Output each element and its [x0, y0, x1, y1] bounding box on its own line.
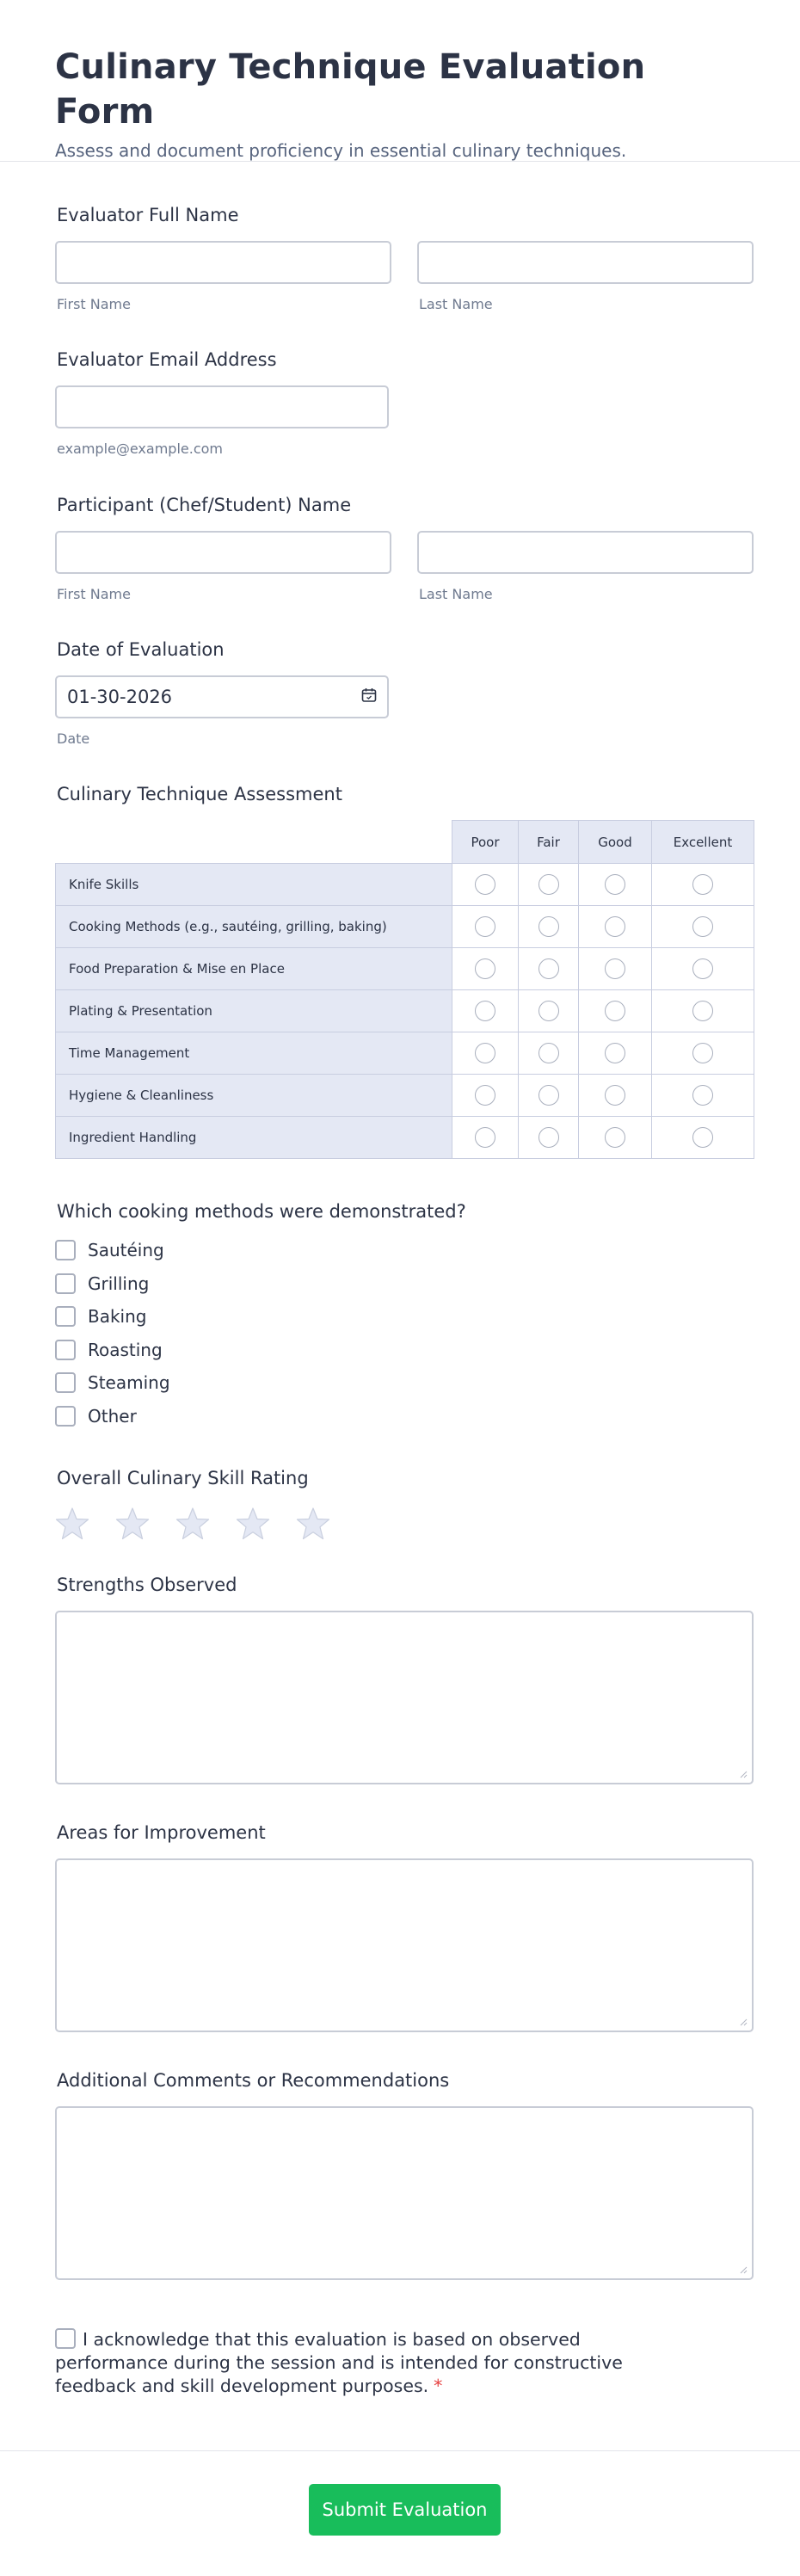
radio-button[interactable] — [475, 1127, 495, 1148]
participant-last-name-sublabel: Last Name — [419, 586, 493, 602]
checkbox[interactable] — [55, 1372, 76, 1393]
star-icon[interactable] — [55, 1507, 89, 1540]
checkbox[interactable] — [55, 1306, 76, 1327]
radio-button[interactable] — [538, 1001, 559, 1021]
evaluation-date-sublabel: Date — [57, 730, 90, 747]
radio-button[interactable] — [538, 1043, 559, 1063]
assessment-matrix — [55, 820, 754, 1159]
checkbox-option-other[interactable] — [55, 1400, 754, 1433]
checkbox-option-sauteing[interactable] — [55, 1234, 754, 1267]
radio-button[interactable] — [692, 958, 713, 979]
resize-handle-icon[interactable] — [739, 2265, 748, 2274]
improvement-field — [55, 1821, 754, 2032]
comments-textarea[interactable] — [55, 2106, 754, 2280]
radio-button[interactable] — [475, 916, 495, 937]
radio-button[interactable] — [538, 1127, 559, 1148]
star-icon[interactable] — [115, 1507, 150, 1540]
radio-button[interactable] — [692, 916, 713, 937]
checkbox-label: Steaming — [88, 1372, 170, 1394]
evaluator-name-label: Evaluator Full Name — [57, 205, 239, 225]
matrix-row-label: Plating & Presentation — [56, 990, 452, 1032]
matrix-corner — [56, 821, 452, 864]
matrix-row-label: Knife Skills — [56, 864, 452, 906]
matrix-row — [56, 906, 754, 948]
radio-button[interactable] — [605, 874, 625, 895]
radio-button[interactable] — [475, 1085, 495, 1106]
evaluation-date-input[interactable] — [55, 675, 389, 718]
radio-button[interactable] — [475, 874, 495, 895]
comments-label: Additional Comments or Recommendations — [57, 2070, 450, 2091]
checkbox-option-grilling[interactable] — [55, 1267, 754, 1301]
checkbox-option-steaming[interactable] — [55, 1366, 754, 1400]
checkbox[interactable] — [55, 1273, 76, 1294]
matrix-row — [56, 990, 754, 1032]
form-title: Culinary Technique Evaluation Form — [55, 47, 646, 132]
matrix-row-label: Food Preparation & Mise en Place — [56, 948, 452, 990]
form-header — [0, 0, 800, 162]
resize-handle-icon[interactable] — [739, 2018, 748, 2026]
required-asterisk: * — [434, 2376, 443, 2396]
acknowledgement-text: I acknowledge that this evaluation is based on observed performance during the session and is intended for constructive feedback and skill development purposes. — [55, 2329, 623, 2396]
evaluation-date-field — [55, 638, 754, 748]
strengths-field — [55, 1573, 754, 1784]
checkbox-option-baking[interactable] — [55, 1300, 754, 1334]
strengths-textarea[interactable] — [55, 1611, 754, 1784]
matrix-row — [56, 1117, 754, 1159]
strengths-label: Strengths Observed — [57, 1575, 237, 1595]
calendar-icon[interactable] — [361, 687, 377, 707]
skill-rating-label: Overall Culinary Skill Rating — [57, 1468, 309, 1488]
participant-name-label: Participant (Chef/Student) Name — [57, 495, 352, 515]
matrix-column-fair: Fair — [519, 821, 579, 864]
star-icon[interactable] — [175, 1507, 210, 1540]
evaluator-last-name-sublabel: Last Name — [419, 296, 493, 312]
technique-assessment-label: Culinary Technique Assessment — [57, 784, 342, 804]
radio-button[interactable] — [605, 1127, 625, 1148]
radio-button[interactable] — [605, 1043, 625, 1063]
form-footer — [0, 2450, 800, 2576]
cooking-methods-field — [55, 1199, 754, 1433]
checkbox[interactable] — [55, 1340, 76, 1360]
evaluation-date-value: 01-30-2026 — [67, 687, 173, 707]
technique-assessment-field — [55, 782, 754, 1159]
comments-field — [55, 2068, 754, 2280]
cooking-methods-options — [55, 1234, 754, 1433]
star-rating — [55, 1507, 754, 1540]
acknowledgement-checkbox[interactable] — [55, 2328, 76, 2349]
star-icon[interactable] — [236, 1507, 270, 1540]
matrix-row-label: Hygiene & Cleanliness — [56, 1075, 452, 1117]
matrix-row — [56, 864, 754, 906]
acknowledgement-field — [55, 2328, 754, 2398]
matrix-column-good: Good — [579, 821, 652, 864]
acknowledgement-checkbox-row[interactable] — [55, 2328, 683, 2398]
evaluator-email-field — [55, 348, 754, 458]
radio-button[interactable] — [475, 958, 495, 979]
form-subtitle: Assess and document proficiency in essential culinary techniques. — [55, 140, 627, 161]
skill-rating-field — [55, 1466, 754, 1540]
matrix-row — [56, 1075, 754, 1117]
radio-button[interactable] — [475, 1043, 495, 1063]
cooking-methods-label: Which cooking methods were demonstrated? — [57, 1201, 466, 1222]
improvement-textarea[interactable] — [55, 1858, 754, 2032]
radio-button[interactable] — [605, 916, 625, 937]
matrix-column-poor: Poor — [452, 821, 519, 864]
participant-first-name-sublabel: First Name — [57, 586, 131, 602]
checkbox-label: Other — [88, 1405, 137, 1427]
evaluator-email-sublabel: example@example.com — [57, 441, 223, 457]
radio-button[interactable] — [605, 1085, 625, 1106]
submit-button[interactable]: Submit Evaluation — [309, 2484, 501, 2536]
checkbox-label: Baking — [88, 1306, 147, 1328]
radio-button[interactable] — [692, 1001, 713, 1021]
radio-button[interactable] — [538, 1085, 559, 1106]
evaluator-email-input[interactable] — [55, 385, 389, 428]
star-icon[interactable] — [296, 1507, 330, 1540]
radio-button[interactable] — [692, 874, 713, 895]
radio-button[interactable] — [538, 916, 559, 937]
matrix-row-label: Cooking Methods (e.g., sautéing, grilling, baking) — [56, 906, 452, 948]
radio-button[interactable] — [692, 1127, 713, 1148]
radio-button[interactable] — [605, 958, 625, 979]
evaluator-first-name-input[interactable] — [55, 241, 391, 284]
checkbox[interactable] — [55, 1240, 76, 1260]
checkbox-label: Sautéing — [88, 1240, 164, 1261]
matrix-row — [56, 1032, 754, 1075]
radio-button[interactable] — [538, 958, 559, 979]
evaluation-date-label: Date of Evaluation — [57, 639, 225, 660]
checkbox-label: Grilling — [88, 1273, 150, 1294]
evaluator-name-field — [55, 203, 754, 313]
evaluator-email-label: Evaluator Email Address — [57, 349, 277, 370]
matrix-row-label: Time Management — [56, 1032, 452, 1075]
checkbox-option-roasting[interactable] — [55, 1334, 754, 1367]
evaluator-last-name-input[interactable] — [417, 241, 754, 284]
evaluator-first-name-sublabel: First Name — [57, 296, 131, 312]
participant-name-field — [55, 493, 754, 603]
resize-handle-icon[interactable] — [739, 1770, 748, 1778]
radio-button[interactable] — [692, 1085, 713, 1106]
improvement-label: Areas for Improvement — [57, 1822, 266, 1843]
participant-last-name-input[interactable] — [417, 531, 754, 574]
radio-button[interactable] — [605, 1001, 625, 1021]
checkbox-label: Roasting — [88, 1339, 163, 1360]
radio-button[interactable] — [475, 1001, 495, 1021]
radio-button[interactable] — [692, 1043, 713, 1063]
matrix-column-excellent: Excellent — [652, 821, 754, 864]
matrix-row-label: Ingredient Handling — [56, 1117, 452, 1159]
checkbox[interactable] — [55, 1406, 76, 1427]
participant-first-name-input[interactable] — [55, 531, 391, 574]
radio-button[interactable] — [538, 874, 559, 895]
matrix-row — [56, 948, 754, 990]
